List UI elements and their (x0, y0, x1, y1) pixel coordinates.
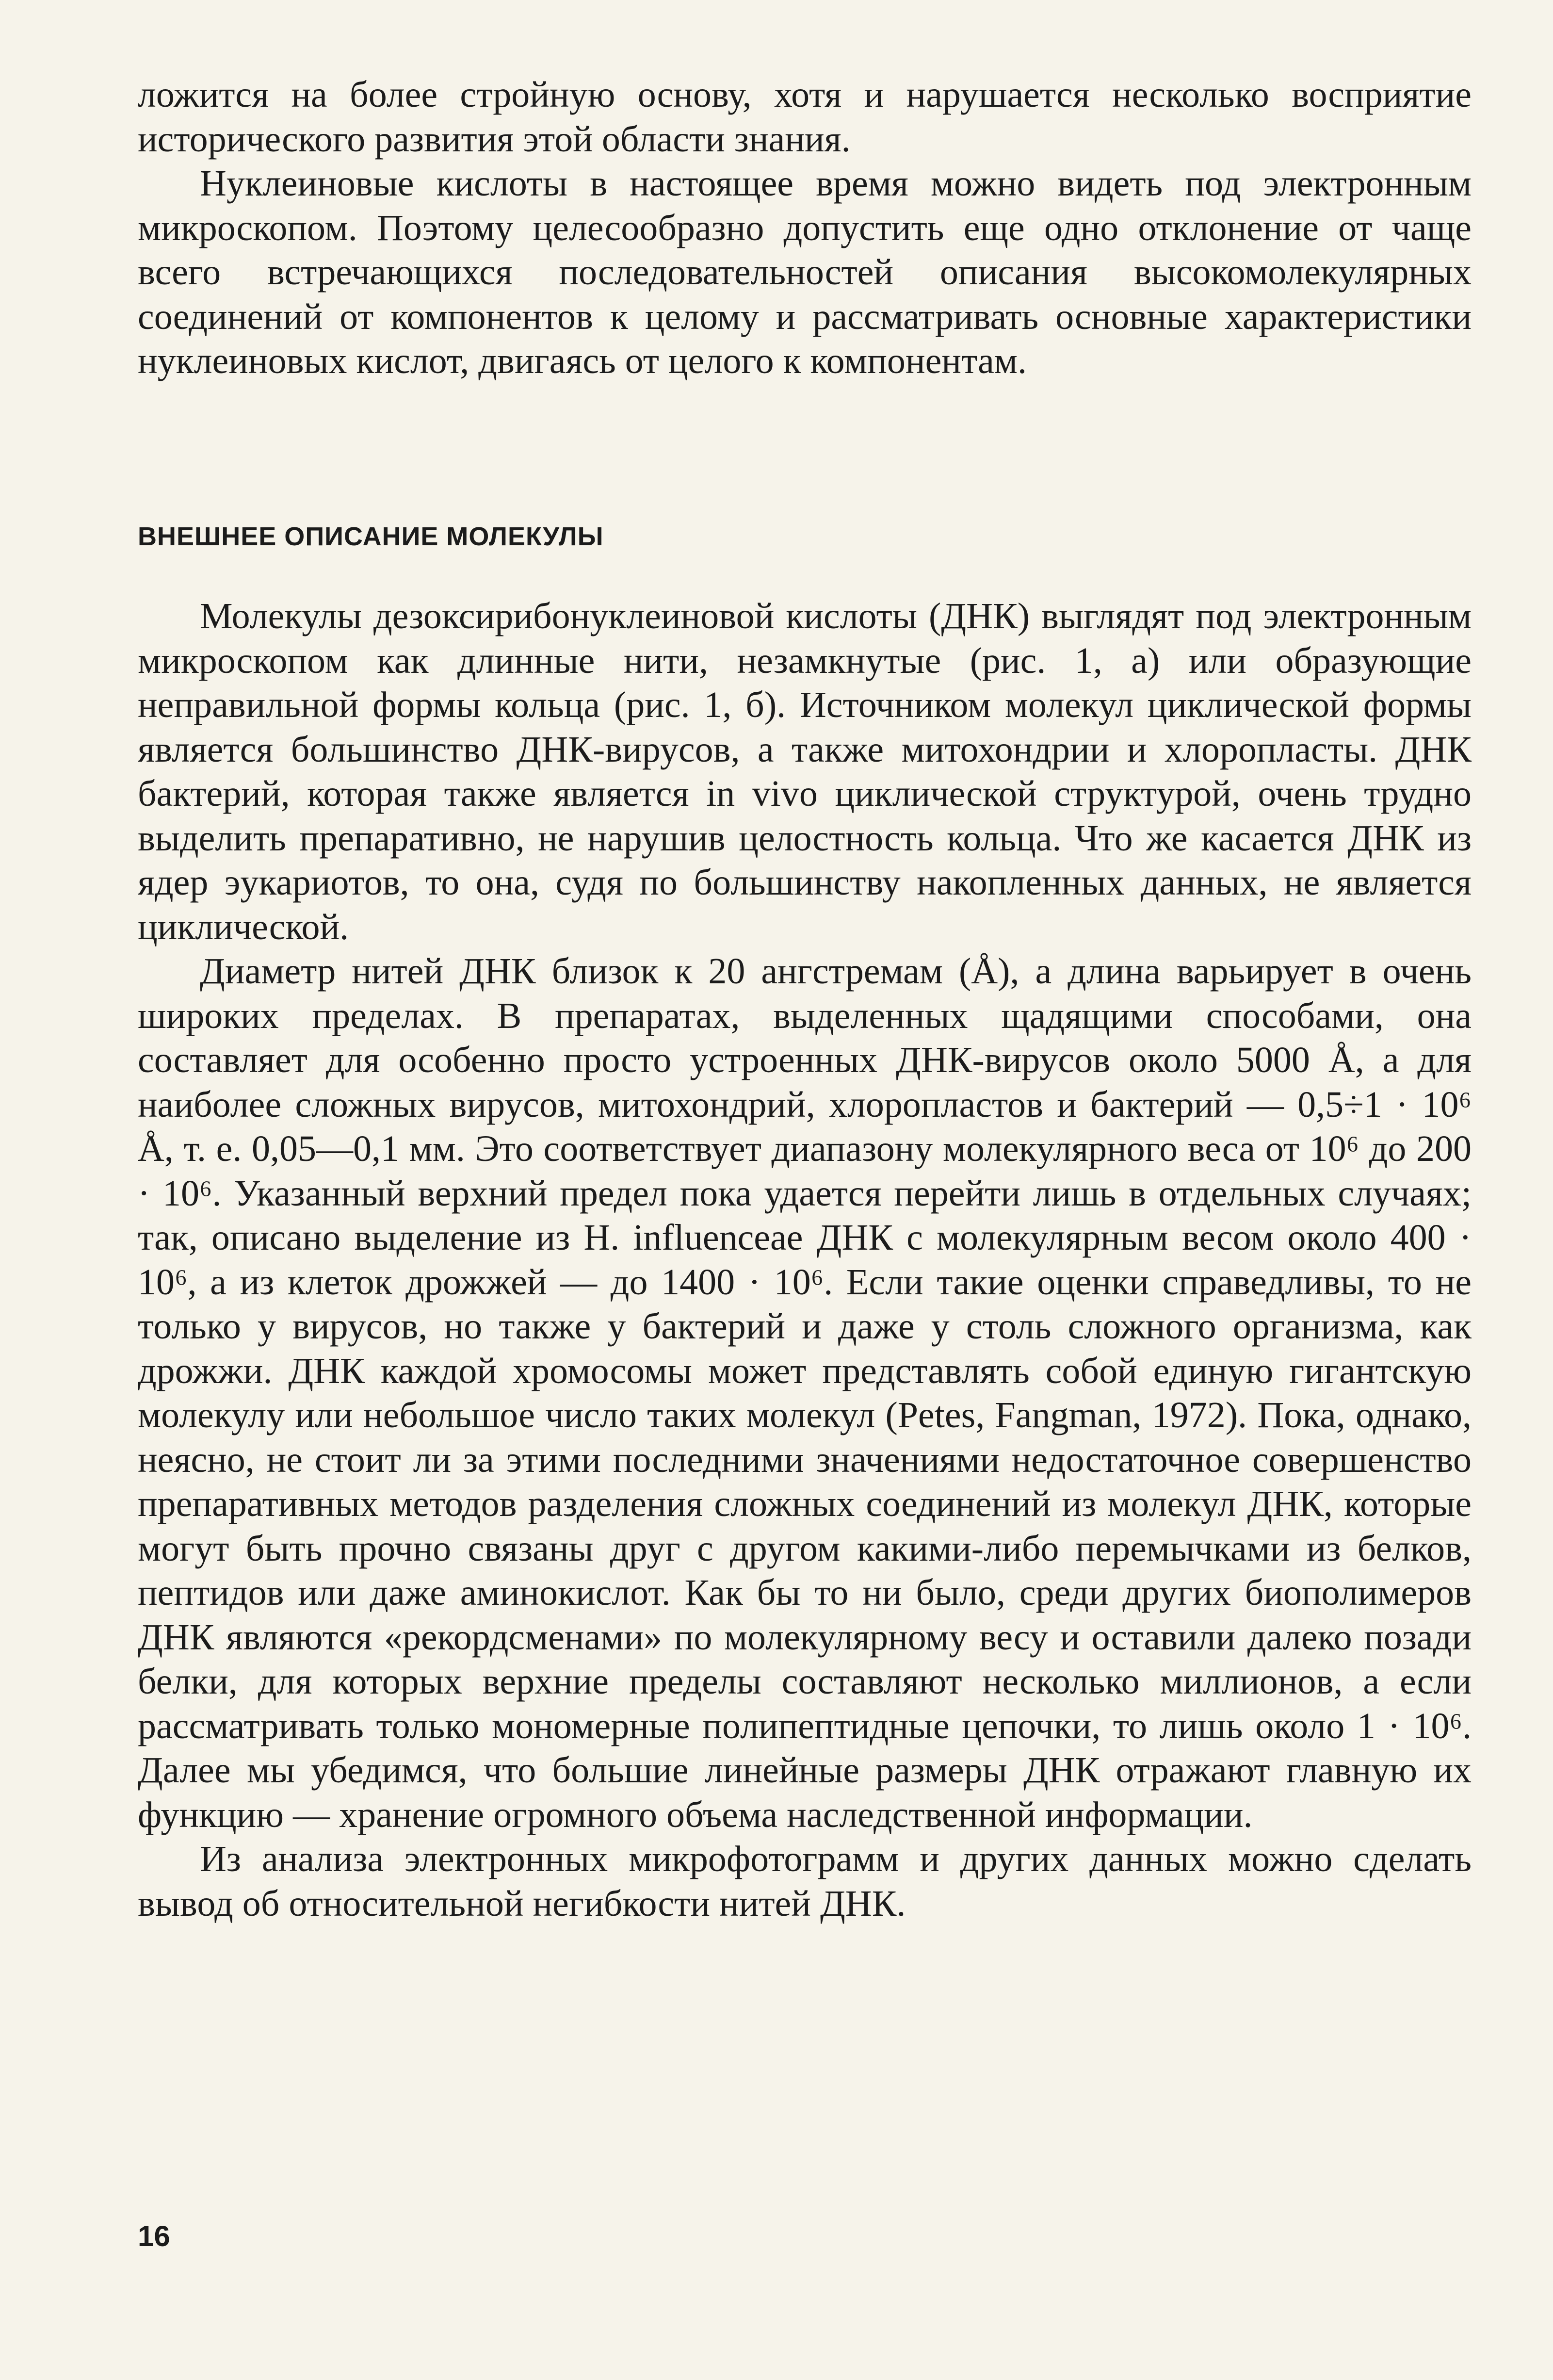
section-heading: ВНЕШНЕЕ ОПИСАНИЕ МОЛЕКУЛЫ (138, 522, 604, 551)
section-paragraph-1: Молекулы дезоксирибонуклеиновой кислоты (ДНК) выглядят под электронным микроскопом как длинные нити, незамкнутые (рис. 1, а) или образующие неправильной формы кольца (рис. 1, б). Источником молекул циклической формы является большинство ДНК-вирусов, а также митохондрии и хлоропласты. ДНК бактерий, которая также является in vivo циклической структурой, очень трудно выделить препаративно, не нарушив целостность кольца. Что же касается ДНК из ядер эукариотов, то она, судя по большинству накопленных данных, не является циклической. (138, 596, 1472, 947)
section-paragraph-3: Из анализа электронных микрофотограмм и других данных можно сделать вывод об относительной негибкости нитей ДНК. (138, 1839, 1472, 1924)
section-paragraph-2: Диаметр нитей ДНК близок к 20 ангстремам (Å), а длина варьирует в очень широких пределах. В препаратах, выделенных щадящими способами, она составляет для особенно просто устроенных ДНК-вирусов около 5000 Å, а для наиболее сложных вирусов, митохондрий, хлоропластов и бактерий — 0,5÷1 · 10⁶ Å, т. е. 0,05—0,1 мм. Это соответствует диапазону молекулярного веса от 10⁶ до 200 · 10⁶. Указанный верхний предел пока удается перейти лишь в отдельных случаях; так, описано выделение из H. influenceae ДНК с молекулярным весом около 400 · 10⁶, а из клеток дрожжей — до 1400 · 10⁶. Если такие оценки справедливы, то не только у вирусов, но также у бактерий и даже у столь сложного организма, как дрожжи. ДНК каждой хромосомы может представлять собой единую гигантскую молекулу или небольшое число таких молекул (Petes, Fangman, 1972). Пока, однако, неясно, не стоит ли за этими последними значениями недостаточное совершенство препаративных методов разделения сложных соединений из молекул ДНК, которые могут быть прочно связаны друг с другом какими-либо перемычками из белков, пептидов или даже аминокислот. Как бы то ни было, среди других биополимеров ДНК являются «рекордсменами» по молекулярному весу и оставили далеко позади белки, для которых верхние пределы составляют несколько миллионов, а если рассматривать только мономерные полипептидные цепочки, то лишь около 1 · 10⁶. Далее мы убедимся, что большие линейные размеры ДНК отражают главную их функцию — хранение огромного объема наследственной информации. (138, 951, 1472, 1835)
page-number: 16 (138, 2220, 170, 2252)
section-body (138, 594, 1472, 1926)
intro-paragraph-1: ложится на более стройную основу, хотя и нарушается несколько восприятие исторического развития этой области знания. (138, 74, 1472, 160)
intro-paragraph-2: Нуклеиновые кислоты в настоящее время можно видеть под электронным микроскопом. Поэтому целесообразно допустить еще одно отклонение от чаще всего встречающихся последовательностей описания высокомолекулярных соединений от компонентов к целому и рассматривать основные характеристики нуклеиновых кислот, двигаясь от целого к компонентам. (138, 163, 1472, 381)
intro-text (138, 73, 1472, 384)
